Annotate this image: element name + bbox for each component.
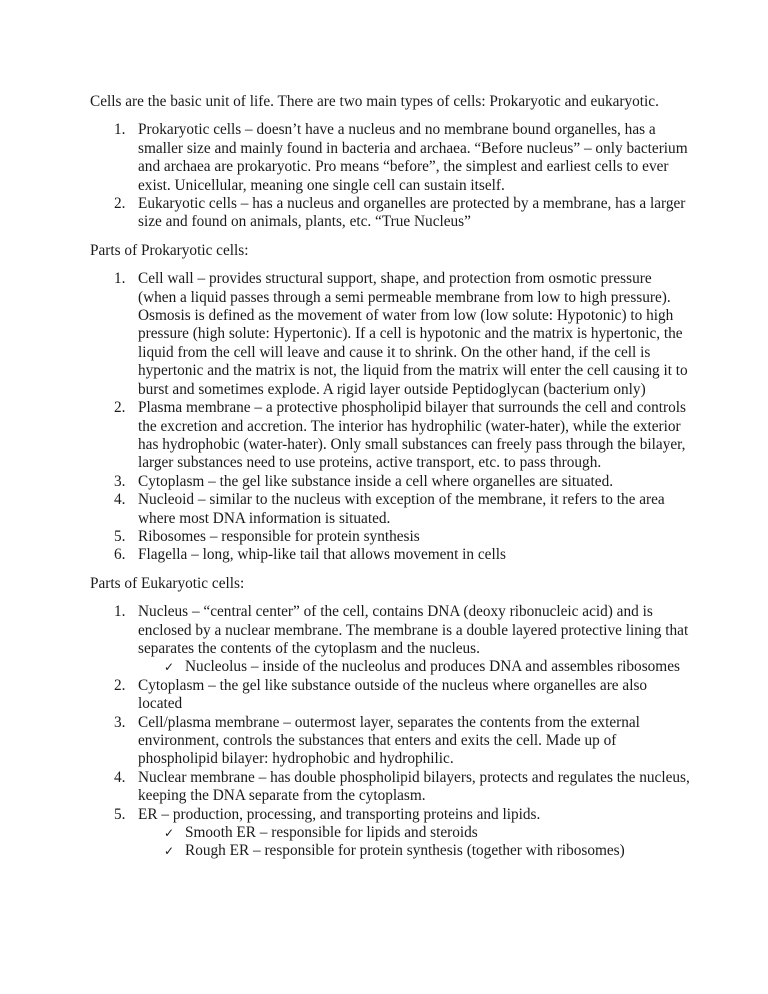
list-number: 2.: [114, 195, 126, 213]
sublist-item-text: Rough ER – responsible for protein synthesis (together with ribosomes): [185, 842, 625, 860]
list-item-cell-wall: [90, 270, 690, 399]
list-item-nucleus: [90, 603, 690, 677]
checkmark-icon: ✓: [164, 844, 175, 859]
list-item-text: Nucleoid – similar to the nucleus with exception of the membrane, it refers to the area where most DNA information is situated.: [138, 491, 665, 527]
list-item-text: Flagella – long, whip-like tail that allows movement in cells: [138, 546, 506, 564]
list-number: 6.: [114, 546, 126, 564]
list-item-flagella: [90, 546, 690, 564]
list-item-text: ER – production, processing, and transporting proteins and lipids.: [138, 805, 541, 823]
list-number: 1.: [114, 121, 126, 139]
er-sublist: [138, 824, 690, 861]
list-item-text: Cell wall – provides structural support, shape, and protection from osmotic pressure (when a liquid passes through a semi permeable membrane from low to high pressure). Osmosis is defined as the movement of water from low (low solute: Hypotonic) to high pressure (high solute: Hypertonic). If a cell is hypotonic and the matrix is hypertonic, the liquid from the cell will leave and cause it to shrink. On the other hand, if the cell is hypertonic and the matrix is not, the liquid from the matrix will enter the cell causing it to burst and sometimes explode. A rigid layer outside Peptidoglycan (bacterium only): [138, 270, 688, 398]
list-item-nuclear-membrane: [90, 769, 690, 806]
list-item-text: Ribosomes – responsible for protein synthesis: [138, 527, 420, 545]
list-item-text: Cell/plasma membrane – outermost layer, separates the contents from the external environment, controls the substances that enters and exits the cell. Made up of phospholipid bilayer: hydrophobic and hydrophilic.: [138, 713, 640, 768]
list-item-cytoplasm: [90, 677, 690, 714]
sublist-item-text: Nucleolus – inside of the nucleolus and produces DNA and assembles ribosomes: [185, 658, 680, 676]
list-item-text: Nucleus – “central center” of the cell, contains DNA (deoxy ribonucleic acid) and is enclosed by a nuclear membrane. The membrane is a double layered protective lining that separates the contents of the cytoplasm and the nucleus.: [138, 603, 689, 657]
list-item-text: Prokaryotic cells – doesn’t have a nucleus and no membrane bound organelles, has a smaller size and mainly found in bacteria and archaea. “Before nucleus” – only bacterium and archaea are prokaryotic. Pro means “before”, the simplest and earliest cells to ever exist. Unicellular, meaning one single cell can sustain itself.: [138, 121, 688, 194]
list-item-cell-plasma-membrane: [90, 714, 690, 769]
sublist-item-text: Smooth ER – responsible for lipids and steroids: [185, 824, 478, 842]
checkmark-icon: ✓: [164, 660, 175, 675]
list-item-plasma-membrane: [90, 399, 690, 473]
eukaryotic-heading: Parts of Eukaryotic cells:: [90, 574, 245, 592]
list-number: 3.: [114, 472, 126, 490]
list-number: 5.: [114, 805, 126, 823]
nucleus-sublist: [138, 658, 690, 676]
list-item-eukaryotic: [90, 195, 690, 232]
checkmark-icon: ✓: [164, 826, 175, 841]
list-item-text: Plasma membrane – a protective phospholipid bilayer that surrounds the cell and controls the excretion and accretion. The interior has hydrophilic (water-hater), while the exterior has hydrophobic (water-hater). Only small substances can freely pass through the bilayer, larger substances need to use proteins, active transport, etc. to pass through.: [138, 399, 686, 472]
list-number: 4.: [114, 768, 126, 786]
list-item-text: Cytoplasm – the gel like substance outside of the nucleus where organelles are also located: [138, 676, 648, 713]
list-number: 1.: [114, 270, 126, 288]
list-number: 3.: [114, 713, 126, 731]
sublist-item-rough-er: [138, 842, 690, 860]
intro-paragraph: Cells are the basic unit of life. There are two main types of cells: Prokaryotic and eukaryotic.: [90, 93, 659, 110]
list-item-text: Nuclear membrane – has double phospholipid bilayers, protects and regulates the nucleus, keeping the DNA separate from the cytoplasm.: [138, 768, 690, 805]
list-item-text: Cytoplasm – the gel like substance inside a cell where organelles are situated.: [138, 472, 614, 490]
prokaryotic-parts-list: [90, 270, 690, 565]
cell-types-list: [90, 121, 690, 231]
list-number: 2.: [114, 676, 126, 694]
list-item-prokaryotic: [90, 121, 690, 195]
list-item-cytoplasm: [90, 473, 690, 491]
eukaryotic-parts-list: [90, 603, 690, 861]
list-item-er: [90, 806, 690, 861]
list-number: 2.: [114, 399, 126, 417]
list-item-ribosomes: [90, 528, 690, 546]
sublist-item-smooth-er: [138, 824, 690, 842]
document-page: [90, 93, 690, 871]
list-item-nucleoid: [90, 491, 690, 528]
list-number: 5.: [114, 527, 126, 545]
sublist-item-nucleolus: [138, 658, 690, 676]
list-number: 4.: [114, 491, 126, 509]
list-number: 1.: [114, 603, 126, 621]
prokaryotic-heading: Parts of Prokaryotic cells:: [90, 241, 249, 259]
list-item-text: Eukaryotic cells – has a nucleus and organelles are protected by a membrane, has a larger size and found on animals, plants, etc. “True Nucleus”: [138, 195, 686, 231]
